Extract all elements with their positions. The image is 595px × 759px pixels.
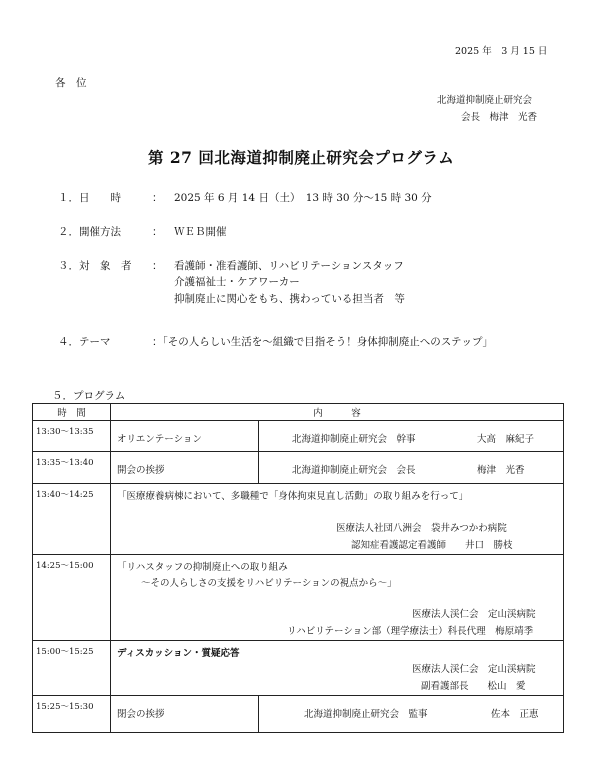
row-org: 北海道抑制廃止研究会 会長 [292,465,416,476]
table-row [33,421,564,452]
sender-chair: 会長 梅津 光香 [461,112,538,123]
table-row [33,696,564,733]
row-title: 「医療療養病棟において、多職種で「身体拘束見直し活動」の取り組みを行って」 [117,491,469,502]
table-row [33,555,564,641]
row-title: 「リハスタッフの抑制廃止への取り組み [117,562,288,573]
target-label: ３．対 象 者 [58,260,132,272]
date-value: 2025 年 6 月 14 日（土） 13 時 30 分～15 時 30 分 [174,192,432,204]
date-label: １．日 時 [58,192,121,204]
page-title: 第 27 回北海道抑制廃止研究会プログラム [148,148,455,167]
row-time: 15:25～15:30 [33,696,111,733]
program-table [32,403,564,733]
row-person: 梅津 光香 [477,465,525,476]
target-line-3: 抑制廃止に関心をもち、携わっている担当者 等 [174,293,405,305]
recipients: 各 位 [55,77,87,89]
row-affiliation: 医療法人渓仁会 定山渓病院 [412,664,536,675]
target-colon: ： [152,260,163,272]
row-time: 15:00～15:25 [33,641,111,696]
row-subtitle: ～その人らしさの支援をリハビリテーションの視点から～」 [141,578,397,589]
date-colon: ： [152,192,163,204]
row-person: 佐本 正恵 [491,709,539,720]
method-value: ＷＥＢ開催 [174,226,227,238]
row-affiliation: 医療法人社団八洲会 袋井みつかわ病院 [336,523,507,534]
row-title: 閉会の挨拶 [111,696,259,732]
row-time: 14:25～15:00 [33,555,111,641]
row-title: 開会の挨拶 [111,452,259,483]
row-affiliation: 医療法人渓仁会 定山渓病院 [412,609,536,620]
document-date: 2025 年 3 月 15 日 [455,46,548,57]
row-time: 13:30～13:35 [33,421,111,452]
row-speaker: 副看護部長 松山 愛 [421,681,526,692]
method-colon: ： [152,226,163,238]
table-head-time: 時 間 [33,404,111,421]
program-label: ５．プログラム [52,390,126,402]
theme-value: ：「その人らしい生活を～組織で目指そう！身体抑制廃止へのステップ」 [152,336,494,348]
table-row [33,641,564,696]
table-row [33,484,564,555]
row-time: 13:40～14:25 [33,484,111,555]
row-person: 大高 麻紀子 [477,434,535,445]
table-head-content: 内 容 [111,404,564,421]
table-row [33,452,564,484]
theme-label: ４．テーマ [58,336,111,348]
row-speaker: リハビリテーション部（理学療法士）科長代理 梅原靖季 [287,626,534,637]
row-speaker: 認知症看護認定看護師 井口 勝枝 [351,540,513,551]
sender-org: 北海道抑制廃止研究会 [437,95,533,106]
row-title: ディスカッション・質疑応答 [117,648,240,659]
row-org: 北海道抑制廃止研究会 幹事 [292,434,416,445]
method-label: ２．開催方法 [58,226,121,238]
row-org: 北海道抑制廃止研究会 監事 [304,709,428,720]
row-title: オリエンテーション [111,421,259,451]
target-line-1: 看護師・准看護師、リハビリテーションスタッフ [174,260,404,272]
target-line-2: 介護福祉士・ケアワーカー [174,276,300,288]
row-time: 13:35～13:40 [33,452,111,484]
